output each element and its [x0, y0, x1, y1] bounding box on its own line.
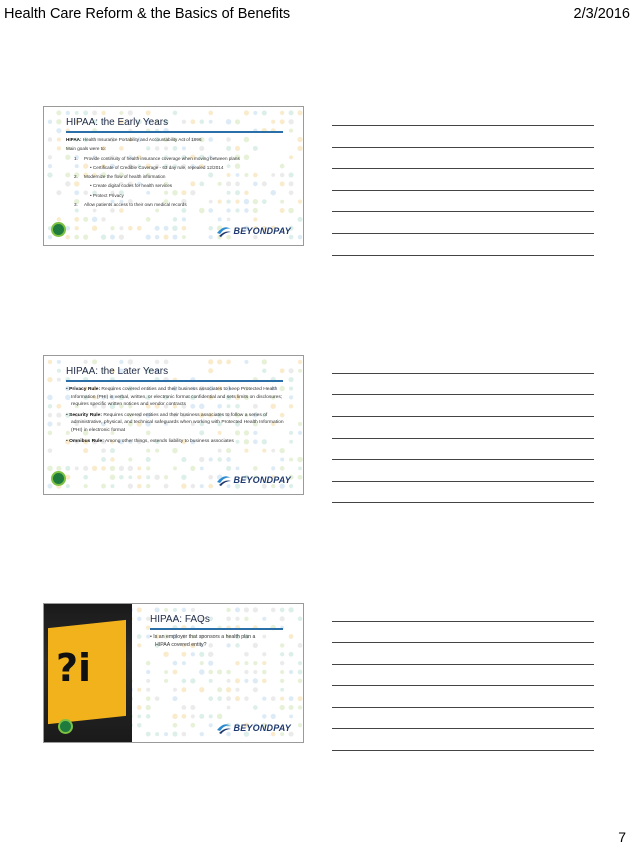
circle-badge-icon — [51, 222, 66, 237]
beyondpay-logo — [216, 223, 291, 239]
goal-item — [66, 202, 285, 208]
slide-title: HIPAA: FAQs — [150, 614, 210, 625]
goal-subitem: • Certificate of Credible Coverage - 63 day rule, repealed 12/2014 — [90, 164, 224, 170]
hipaa-expansion: Health Insurance Portability and Accountability Act of 1996 — [81, 137, 202, 142]
slide-later-years — [43, 355, 304, 495]
note-line — [332, 459, 594, 460]
beyondpay-swoosh-icon — [216, 721, 232, 735]
note-line — [332, 147, 594, 148]
logo-text: BEYONDPAY — [233, 475, 291, 485]
beyondpay-swoosh-icon — [216, 473, 232, 487]
note-line — [332, 255, 594, 256]
slide-faqs — [43, 603, 304, 743]
document-title: Health Care Reform & the Basics of Benefits — [4, 6, 291, 22]
slide-title: HIPAA: the Later Years — [66, 366, 169, 377]
hipaa-definition — [66, 137, 285, 143]
slide-body — [66, 137, 285, 211]
rule-name: Omnibus Rule: — [69, 438, 104, 444]
slide-early-years — [43, 106, 304, 246]
note-line — [332, 125, 594, 126]
goal-number: 1. — [74, 155, 78, 161]
note-line — [332, 190, 594, 191]
goal-number: 3. — [74, 202, 78, 208]
note-line — [332, 373, 594, 374]
rule-description: Among other things, extends liability to business associates — [103, 438, 234, 444]
note-line — [332, 685, 594, 686]
note-line — [332, 502, 594, 503]
page-number: 7 — [618, 829, 626, 845]
note-line — [332, 168, 594, 169]
info-sign-photo — [44, 604, 132, 742]
circle-badge-icon — [51, 471, 66, 486]
goal-item — [66, 174, 285, 180]
note-line — [332, 707, 594, 708]
goal-list — [66, 156, 285, 209]
note-line — [332, 481, 594, 482]
logo-text: BEYONDPAY — [233, 226, 291, 236]
beyondpay-logo — [216, 472, 291, 488]
slide-title: HIPAA: the Early Years — [66, 117, 169, 128]
goal-text: Allow patients access to their own medical records — [84, 202, 187, 208]
hipaa-term: HIPAA: — [66, 137, 82, 142]
rule-bullet: • Security Rule: Requires covered entities and their business associates to follow a series of administrative, physical, and technical safeguards when working with Protected Health Information (PHI) in electronic format — [66, 412, 284, 433]
note-line — [332, 728, 594, 729]
goal-text: Modernize the flow of health information — [84, 174, 166, 180]
goal-text: Provide continuity of health insurance coverage when moving between plans — [84, 155, 240, 161]
beyondpay-swoosh-icon — [216, 224, 232, 238]
note-line — [332, 642, 594, 643]
rule-name: Security Rule: — [69, 412, 102, 418]
note-line — [332, 233, 594, 234]
slide-body — [66, 386, 285, 448]
rule-description: Requires covered entities and their business associates to follow a series of administrative, physical, and technical safeguards when working with Protected Health Information (PHI) in electronic format — [71, 412, 284, 433]
circle-badge-icon — [58, 719, 73, 734]
faq-bullet: • Is an employer that sponsors a health plan a HIPAA covered entity? — [150, 634, 256, 648]
goal-subitem: • Create digital codes for health services — [90, 183, 173, 189]
note-line — [332, 664, 594, 665]
logo-text: BEYONDPAY — [233, 723, 291, 733]
note-line — [332, 750, 594, 751]
goal-item — [66, 156, 285, 162]
title-underline — [66, 131, 283, 133]
rule-name: Privacy Rule: — [69, 387, 101, 392]
note-line — [332, 211, 594, 212]
note-line — [332, 438, 594, 439]
title-underline — [66, 380, 283, 382]
note-line — [332, 416, 594, 417]
title-underline — [150, 628, 283, 630]
rule-bullet: • Privacy Rule: Requires covered entities and their business associates to keep Protected Health Information (PHI) in verbal, written, or electronic format confidential and sets limits on disclosures; requires specific written notices and vendor contracts — [66, 387, 283, 408]
rule-description: Requires covered entities and their business associates to keep Protected Health Information (PHI) in verbal, written, or electronic format confidential and sets limits on disclosures; requires specific written notices and vendor contracts — [71, 387, 283, 408]
slide-body — [150, 634, 263, 652]
note-line — [332, 621, 594, 622]
note-line — [332, 394, 594, 395]
question-info-glyph: ?i — [56, 646, 92, 690]
goals-label: Main goals were to: — [66, 146, 106, 152]
beyondpay-logo — [216, 720, 291, 736]
rule-bullet: • Omnibus Rule: Among other things, extends liability to business associates — [66, 438, 234, 444]
goal-number: 2. — [74, 174, 78, 180]
goal-subitem: • Protect Privacy — [90, 192, 124, 198]
document-date: 2/3/2016 — [573, 6, 630, 22]
